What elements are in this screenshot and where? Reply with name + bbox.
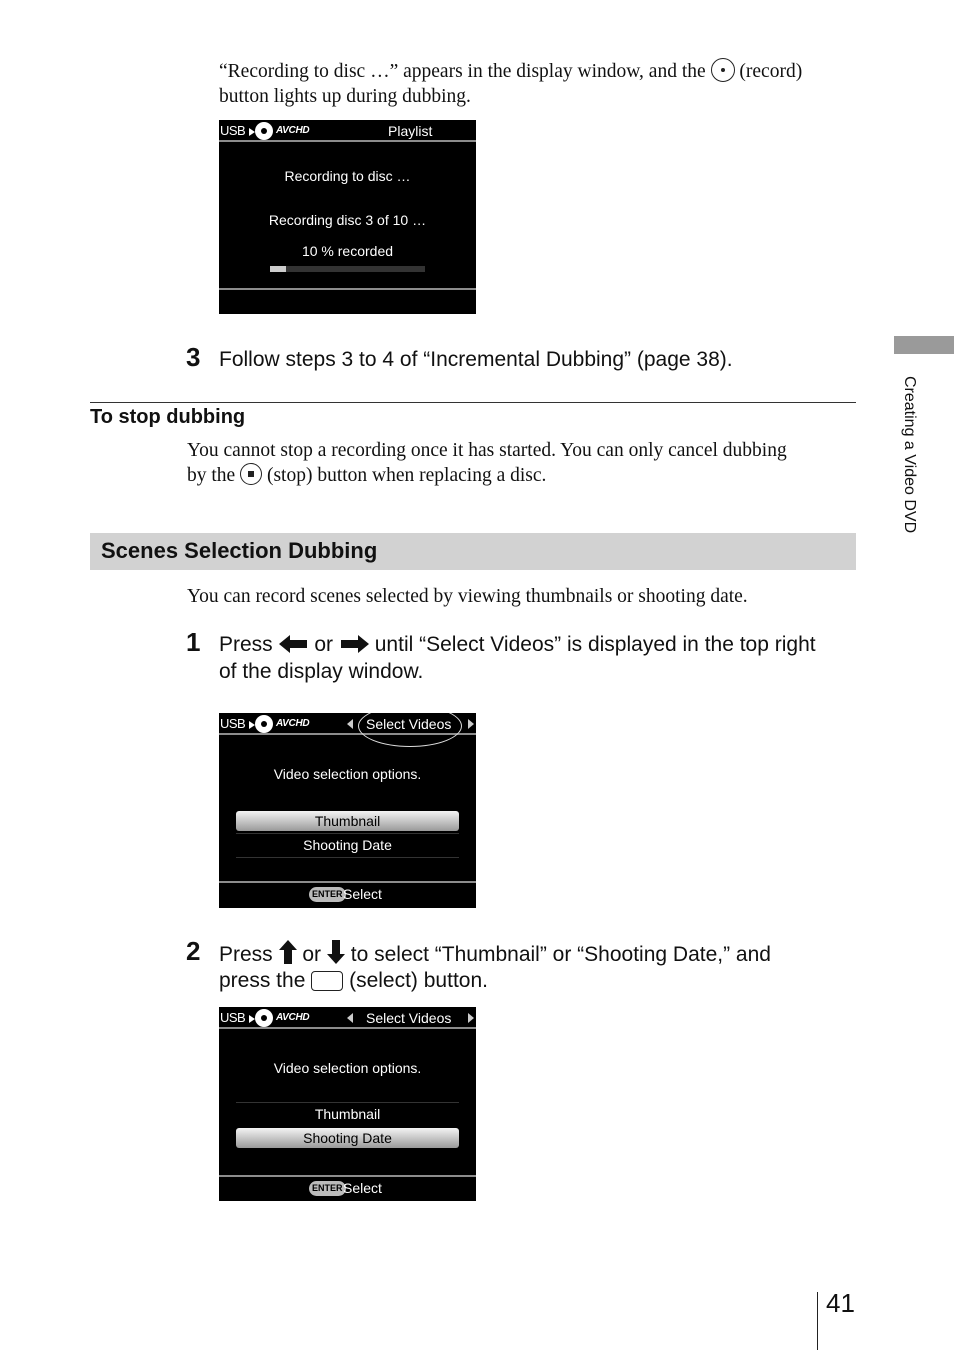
- option-separator: [236, 857, 459, 858]
- record-button-icon: [711, 58, 735, 82]
- video-selection-prompt: Video selection options.: [273, 766, 422, 782]
- screen-topbar: [219, 1007, 476, 1029]
- avchd-logo: AVCHD: [276, 125, 310, 136]
- select-label: Select: [343, 1180, 382, 1196]
- intro-text-line2: button lights up during dubbing.: [219, 86, 471, 107]
- intro-paragraph: [219, 58, 859, 109]
- screen-topbar: [219, 713, 476, 735]
- stop-dubbing-paragraph: [187, 438, 867, 488]
- step-2-rest: to select “Thumbnail” or “Shooting Date,” and: [350, 943, 771, 966]
- usb-label: USB: [220, 123, 246, 138]
- stop-dubbing-line1: You cannot stop a recording once it has started. You can only cancel dubbing: [187, 440, 787, 461]
- page-number: 41: [826, 1288, 855, 1318]
- up-arrow-icon: [279, 940, 297, 964]
- step-2-or: or: [302, 943, 322, 966]
- step-1-line2: of the display window.: [219, 660, 424, 683]
- intro-text-part1: “Recording to disc …” appears in the display window, and the: [219, 61, 706, 82]
- disc-icon: [255, 122, 273, 140]
- option-shooting-date: Shooting Date: [303, 837, 392, 853]
- screen-bottombar: [219, 1175, 476, 1201]
- stop-dubbing-heading: To stop dubbing: [90, 406, 246, 428]
- playlist-label: Playlist: [388, 123, 433, 139]
- usb-label: USB: [220, 716, 246, 731]
- enter-button-icon: ENTER: [309, 887, 346, 902]
- select-button-icon: [311, 971, 343, 991]
- screen-recording: [219, 120, 476, 314]
- left-triangle-icon: [347, 1013, 353, 1023]
- step-1-press: Press: [219, 633, 273, 656]
- left-triangle-icon: [347, 719, 353, 729]
- recording-disc-count: Recording disc 3 of 10 …: [268, 212, 427, 228]
- section-divider: [90, 402, 856, 403]
- disc-icon: [255, 1009, 273, 1027]
- step-2-line2-part1: press the: [219, 969, 306, 992]
- step-2-press: Press: [219, 943, 273, 966]
- intro-text-part2: (record): [739, 61, 803, 82]
- down-arrow-icon: [327, 940, 345, 964]
- stop-dubbing-line2-part2: (stop) button when replacing a disc.: [266, 465, 547, 486]
- step-2-line2: [219, 967, 488, 994]
- side-tab: [896, 376, 920, 576]
- right-triangle-icon: [468, 1013, 474, 1023]
- screen-select-videos-shooting-date: [219, 1007, 476, 1201]
- right-arrow-icon: [339, 635, 369, 653]
- step-1-number: 1: [186, 627, 201, 657]
- scenes-section-header: [90, 533, 856, 570]
- disc-icon: [255, 715, 273, 733]
- option-separator: [236, 833, 459, 834]
- step-2-line2-part2: (select) button.: [349, 969, 488, 992]
- option-shooting-date-selected: Shooting Date: [236, 1128, 459, 1148]
- step-2-number: 2: [186, 936, 201, 966]
- recording-percent: 10 % recorded: [301, 243, 394, 259]
- stop-button-icon: [240, 463, 262, 485]
- scenes-section-title: Scenes Selection Dubbing: [101, 538, 378, 563]
- side-tab-marker: [894, 336, 954, 354]
- progress-bar: [270, 266, 425, 272]
- scenes-intro: You can record scenes selected by viewing thumbnails or shooting date.: [187, 586, 748, 607]
- enter-button-icon: ENTER: [309, 1181, 346, 1196]
- avchd-logo: AVCHD: [276, 718, 310, 729]
- step-2-text: [219, 940, 771, 968]
- step-1-text: [219, 631, 816, 658]
- progress-fill: [270, 266, 286, 272]
- stop-dubbing-line2-part1: by the: [187, 465, 236, 486]
- usb-label: USB: [220, 1010, 246, 1025]
- avchd-logo: AVCHD: [276, 1012, 310, 1023]
- left-arrow-icon: [279, 635, 309, 653]
- option-thumbnail: Thumbnail: [314, 1106, 381, 1122]
- select-videos-label: Select Videos: [366, 716, 452, 732]
- screen-select-videos-thumbnail: [219, 713, 476, 908]
- select-label: Select: [343, 886, 382, 902]
- screen-bottombar: [219, 288, 476, 314]
- recording-status: Recording to disc …: [284, 168, 411, 184]
- step-1-or: or: [314, 633, 334, 656]
- step-3-text: Follow steps 3 to 4 of “Incremental Dubbing” (page 38).: [219, 348, 733, 371]
- page-number-rule: [817, 1292, 818, 1350]
- step-3-number: 3: [186, 342, 201, 372]
- step-1-rest: until “Select Videos” is displayed in the top right: [374, 633, 816, 656]
- highlight-ellipse: [358, 713, 462, 747]
- select-videos-label: Select Videos: [366, 1010, 452, 1026]
- screen-bottombar: [219, 881, 476, 907]
- option-separator: [236, 1102, 459, 1103]
- screen-topbar: [219, 120, 476, 142]
- option-thumbnail-selected: Thumbnail: [236, 811, 459, 831]
- right-triangle-icon: [468, 719, 474, 729]
- side-tab-label: Creating a Video DVD: [901, 376, 918, 534]
- video-selection-prompt: Video selection options.: [273, 1060, 422, 1076]
